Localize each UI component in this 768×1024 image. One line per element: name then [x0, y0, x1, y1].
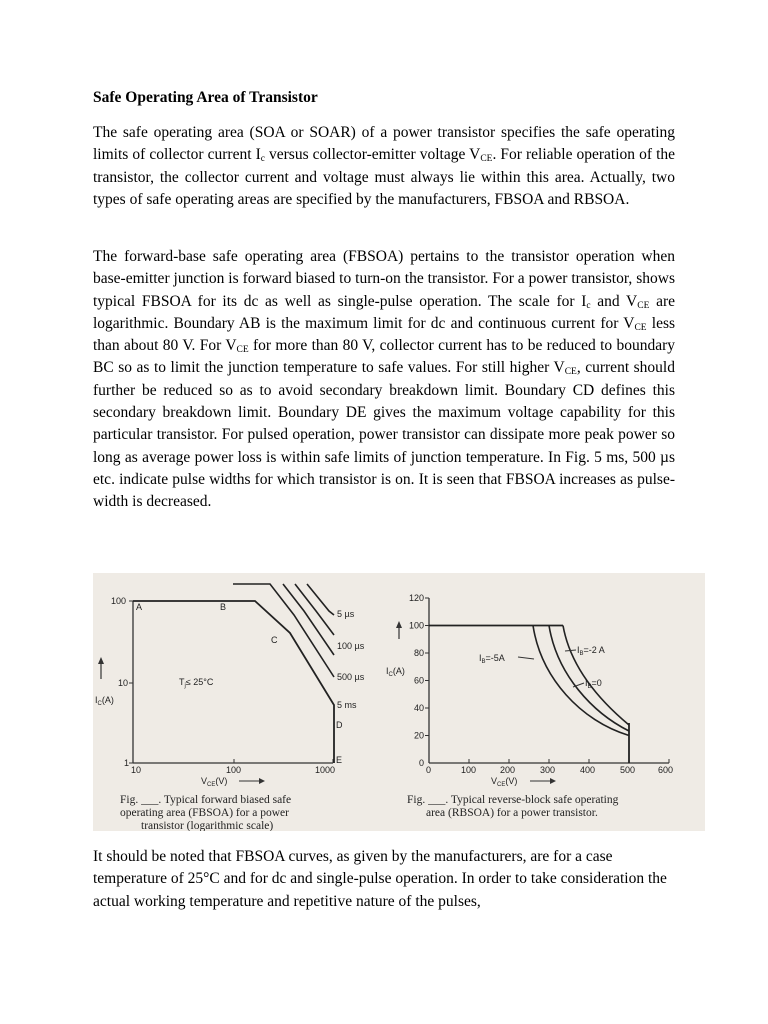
rbsoa-xlabel: $V_{CE}(V)$ — [491, 776, 518, 788]
paragraph-fbsoa-note: It should be noted that FBSOA curves, as given by the manufacturers, are for a case temperature of 25°C and for dc and single-pulse operation. In order to take consideration the actual working temperature and repetitive nature of the pulses, — [93, 848, 667, 910]
fbsoa-xtick-10: 10 — [131, 765, 142, 775]
fbsoa-point-d: D — [336, 720, 343, 730]
fbsoa-temp-label: $T_j\le 25^\circ C$ — [179, 677, 214, 689]
subscript: c — [586, 300, 591, 311]
fbsoa-curve-5us — [307, 584, 334, 615]
rbsoa-caption-line1: Fig. ___. Typical reverse-block safe operating — [407, 794, 619, 806]
subscript: CE — [637, 300, 650, 311]
fbsoa-dc-boundary — [133, 601, 334, 763]
rbsoa-xtick-400: 400 — [580, 765, 596, 775]
fbsoa-ytick-100: 100 — [111, 596, 127, 606]
rbsoa-chart — [386, 593, 673, 819]
rbsoa-curve-ib-minus2 — [563, 626, 629, 726]
fbsoa-caption-line3: transistor (logarithmic scale) — [141, 820, 274, 831]
subscript: CE — [634, 322, 647, 333]
subscript: c — [260, 154, 265, 165]
paragraph-fbsoa: The forward-base safe operating area (FBSOA) pertains to the transistor operation when base-emitter junction is forward biased to turn-on the transistor. For a power transistor, shows typical FBSOA for its dc as well as single-pulse operation. The scale for $I_c$ and $V_{CE}$ are logarithmic. Boundary AB is the maximum limit for dc and continuous current for $V_{CE}$ less than about 80 V. For $V_{CE}$ for more than 80 V, collector current has to be reduced to boundary BC so as to limit the junction temperature to safe values. For still higher $V_{CE}$, current should further be reduced so as to avoid secondary breakdown limit. Boundary CD defines this secondary breakdown limit. Boundary DE gives the maximum voltage capability for this particular transistor. For pulsed operation, power transistor can dissipate more peak power so long as average power loss is within safe limits of junction temperature. In Fig. 5 ms, 500 µs etc. indicate pulse widths for which transistor is on. It is seen that FBSOA increases as pulse-width is decreased. — [93, 248, 676, 511]
paragraph-soa-intro: The safe operating area (SOA or SOAR) of a power transistor specifies the safe operating limits of collector current $I_c$ versus collector-emitter voltage $V_{CE}$. For reliable operation of the transistor, the collector current and voltage must always lie within this area. Actually, two types of safe operating areas are specified by the manufacturers, FBSOA and RBSOA. — [93, 124, 676, 208]
rbsoa-xtick-100: 100 — [461, 765, 477, 775]
fbsoa-label-500us: 500 µs — [337, 672, 365, 682]
rbsoa-ytick-80: 80 — [414, 648, 425, 658]
fbsoa-point-a: A — [136, 602, 143, 612]
fbsoa-xlabel: $V_{CE}(V)$ — [201, 776, 228, 788]
rbsoa-xtick-0: 0 — [426, 765, 432, 775]
rbsoa-label-ib-minus5: $I_B=-5A$ — [479, 653, 505, 665]
rbsoa-ylabel: $I_C(A)$ — [386, 666, 405, 678]
fbsoa-ytick-1: 1 — [124, 758, 130, 768]
rbsoa-label-ib-0: $I_B=0$ — [585, 678, 602, 690]
rbsoa-xtick-600: 600 — [658, 765, 674, 775]
rbsoa-ytick-20: 20 — [414, 730, 425, 741]
fbsoa-point-c: C — [271, 635, 278, 645]
subscript: CE — [236, 345, 249, 356]
rbsoa-ytick-60: 60 — [414, 675, 425, 686]
rbsoa-xtick-500: 500 — [620, 765, 636, 775]
rbsoa-xtick-300: 300 — [540, 765, 556, 775]
rbsoa-xtick-200: 200 — [500, 765, 516, 775]
subscript: CE — [480, 154, 493, 165]
subscript: CE — [564, 367, 577, 378]
fbsoa-label-5ms: 5 ms — [337, 700, 357, 710]
fbsoa-xtick-1000: 1000 — [315, 765, 336, 775]
fbsoa-caption-line2: operating area (FBSOA) for a power — [120, 807, 289, 819]
fbsoa-point-b: B — [220, 602, 227, 612]
fbsoa-label-5us: 5 µs — [337, 609, 355, 619]
fbsoa-caption-line1: Fig. ___. Typical forward biased safe — [120, 794, 292, 806]
fbsoa-chart — [95, 584, 365, 831]
rbsoa-caption-line2: area (RBSOA) for a power transistor. — [426, 807, 598, 819]
rbsoa-ytick-100: 100 — [409, 620, 425, 631]
rbsoa-label-ib-minus2: $I_B=-2$ A — [577, 645, 605, 657]
section-heading: Safe Operating Area of Transistor — [93, 89, 318, 106]
fbsoa-ytick-10: 10 — [118, 678, 129, 688]
fbsoa-ylabel: $I_C(A)$ — [95, 695, 114, 707]
rbsoa-curve-ib-minus5 — [533, 626, 629, 736]
soa-figure — [93, 573, 705, 831]
rbsoa-ytick-40: 40 — [414, 703, 425, 713]
rbsoa-ytick-0: 0 — [419, 758, 425, 768]
fbsoa-label-100us: 100 µs — [337, 641, 365, 651]
rbsoa-ytick-120: 120 — [409, 593, 425, 603]
fbsoa-xtick-100: 100 — [226, 765, 242, 775]
fbsoa-curve-500us — [283, 584, 334, 655]
fbsoa-point-e: E — [336, 755, 343, 765]
